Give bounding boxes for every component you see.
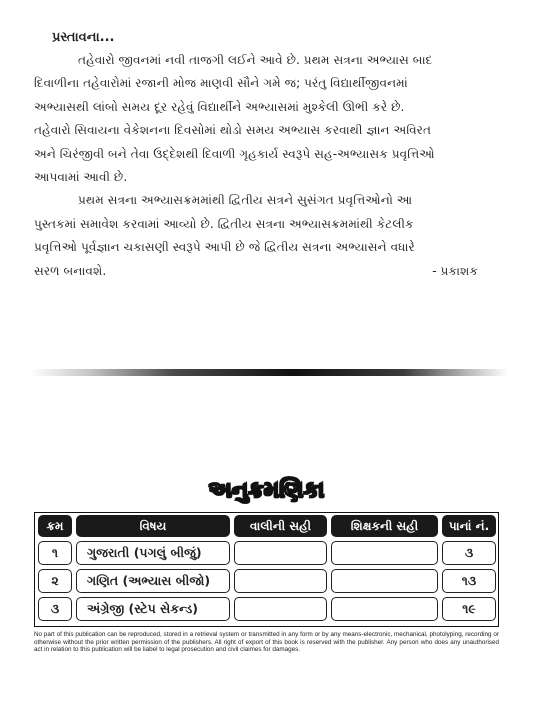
preface-paragraph-2 [34,189,496,283]
teacher-signature-box[interactable] [331,569,438,593]
preface-line: તહેવારો સિવાયના વેકેશનના દિવસોમાં થોડો સમય અભ્યાસ કરવાથી જ્ઞાન અવિરત [34,123,432,138]
preface-line: પ્રથમ સત્રના અભ્યાસક્રમમાંથી દ્વિતીય સત્રને સુસંગત પ્રવૃત્તિઓનો આ [78,193,413,208]
parent-signature-box[interactable] [234,541,327,565]
teacher-signature-box[interactable] [331,597,438,621]
row-subject: ગણિત (અભ્યાસ બીજો) [76,569,230,593]
section-divider [30,369,508,376]
preface-line: અને ચિરંજીવી બને તેવા ઉદ્દેશથી દિવાળી ગૃહકાર્ય સ્વરૂપે સહ-અભ્યાસક પ્રવૃત્તિઓ [34,146,435,161]
preface-line: પ્રવૃત્તિઓ પૂર્વજ્ઞાન ચકાસણી સ્વરૂપે આપી છે જે દ્વિતીય સત્રના અભ્યાસને વધારે [34,240,415,255]
row-page-number: ૧૯ [442,597,496,621]
header-number: ક્રમ [38,515,72,537]
preface-line: અભ્યાસથી લાંબો સમય દૂર રહેવું વિદ્યાર્થીને અભ્યાસમાં મુશ્કેલી ઊભી કરે છે. [34,99,405,114]
row-subject: અંગ્રેજી (સ્ટેપ સેકન્ડ) [76,597,230,621]
teacher-signature-box[interactable] [331,541,438,565]
header-parent-signature: વાલીની સહી [234,515,327,537]
preface-line: આપવામાં આવી છે. [34,170,128,185]
preface-title: પ્રસ્તાવના... [52,30,115,45]
preface-line: દિવાળીના તહેવારોમાં રજાની મોજ માણવી સૌને ગમે જ; પરંતુ વિદ્યાર્થીજીવનમાં [34,76,408,91]
copyright-notice: No part of this publication can be reproduced, stored in a retrieval system or transmitted in any form or by any means-electronic, mechanical, photolyping, recording or otherwise without the prior written permission of the publishers. All right of export of this book is reserved with the publisher. Any person who does any unauthorised act in relation to this publication will be liabel to legal prosecution and civil claimes for damages. [34,631,499,654]
preface-line: પુસ્તકમાં સમાવેશ કરવામાં આવ્યો છે. દ્વિતીય સત્રના અભ્યાસક્રમમાંથી કેટલીક [34,216,414,231]
header-page-number: પાનાં નં. [442,515,496,537]
preface-paragraph-1 [34,49,496,189]
index-title: અનુક્રમણિકા [208,478,325,503]
row-number: ૧ [38,541,72,565]
row-number: ૨ [38,569,72,593]
row-number: ૩ [38,597,72,621]
row-page-number: ૧૩ [442,569,496,593]
preface-body [34,49,496,283]
preface-line: તહેવારો જીવનમાં નવી તાજગી લઈને આવે છે. પ્રથમ સત્રના અભ્યાસ બાદ [78,53,433,67]
header-subject: વિષય [76,515,230,537]
parent-signature-box[interactable] [234,569,327,593]
parent-signature-box[interactable] [234,597,327,621]
publisher-signature: - પ્રકાશક [432,263,478,278]
row-subject: ગુજરાતી (પગલું બીજું) [76,541,230,565]
header-teacher-signature: શિક્ષકની સહી [331,515,438,537]
row-page-number: ૩ [442,541,496,565]
preface-line: સરળ બનાવશે. [34,263,107,278]
